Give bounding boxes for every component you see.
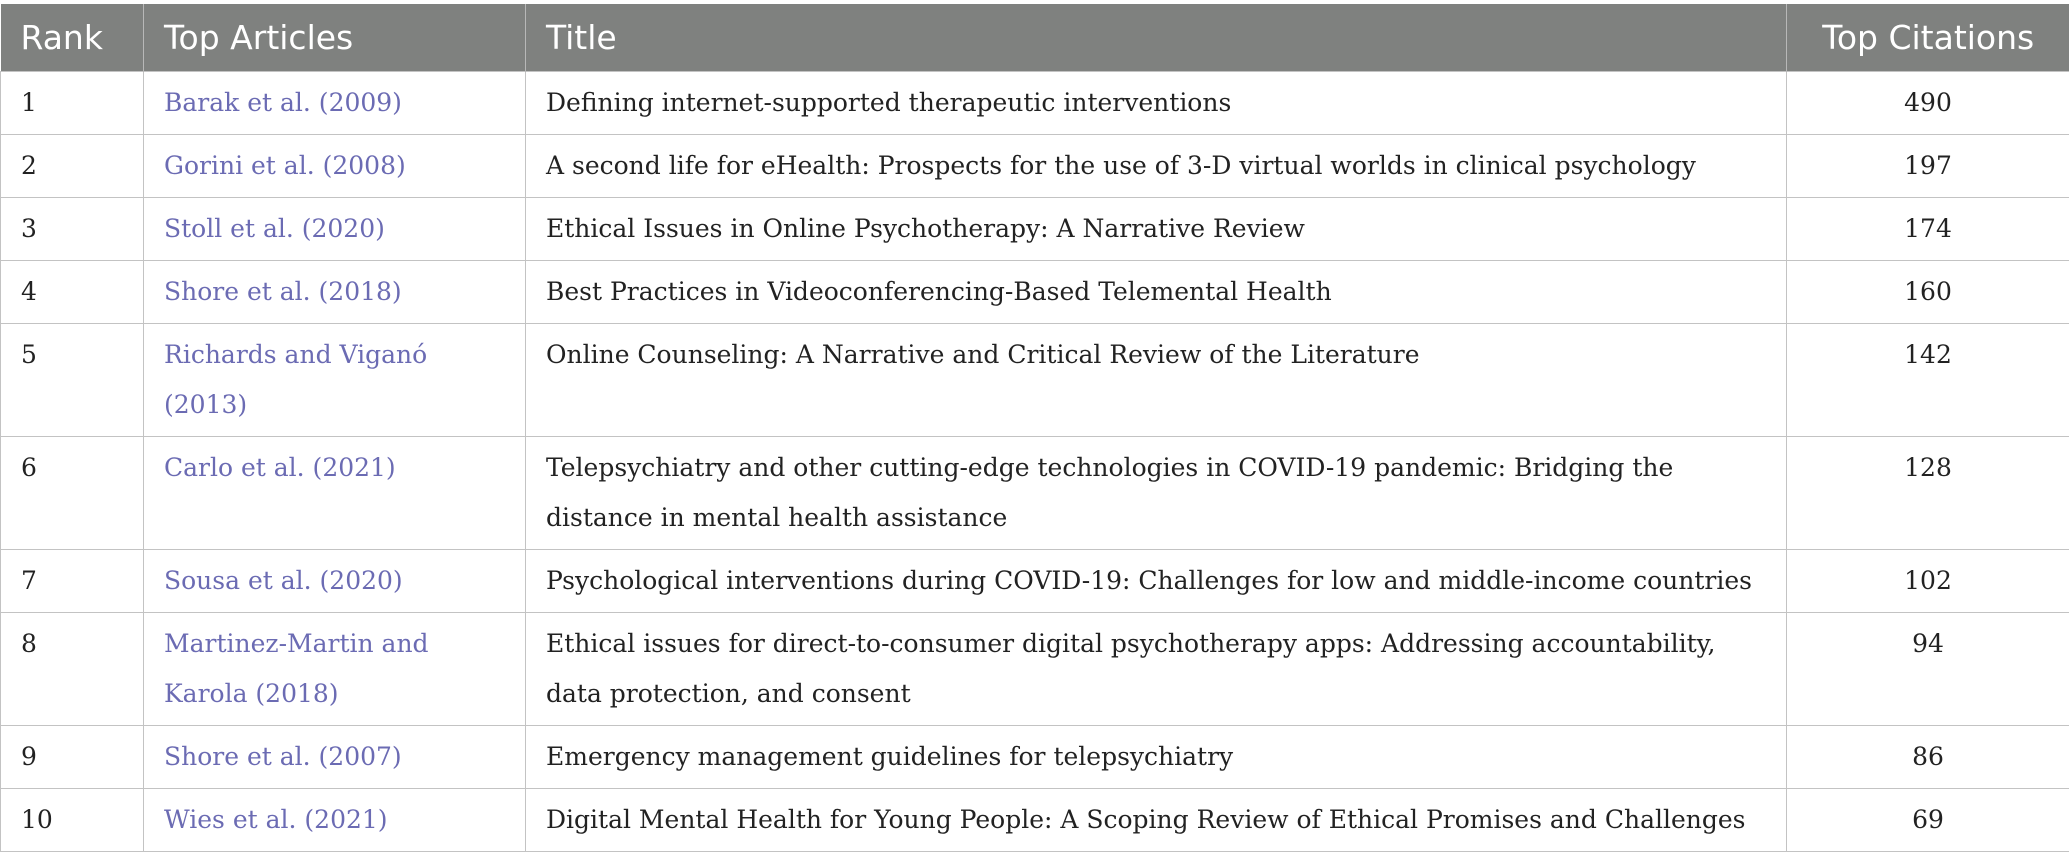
citations-cell: 160 xyxy=(1787,260,2069,323)
title-cell: Telepsychiatry and other cutting-edge technologies in COVID-19 pandemic: Bridging the distance in mental health assistance xyxy=(526,436,1787,549)
article-link[interactable]: Wies et al. (2021) xyxy=(144,788,526,851)
citations-cell: 86 xyxy=(1787,725,2069,788)
rank-cell: 8 xyxy=(1,612,144,725)
citations-cell: 197 xyxy=(1787,134,2069,197)
rank-cell: 9 xyxy=(1,725,144,788)
header-rank: Rank xyxy=(1,4,144,71)
article-link[interactable]: Shore et al. (2007) xyxy=(144,725,526,788)
table-row xyxy=(1,134,2069,197)
top-articles-table xyxy=(0,4,2069,852)
title-cell: Ethical issues for direct-to-consumer digital psychotherapy apps: Addressing accountability, data protection, and consent xyxy=(526,612,1787,725)
article-link[interactable]: Sousa et al. (2020) xyxy=(144,549,526,612)
title-cell: Digital Mental Health for Young People: A Scoping Review of Ethical Promises and Challenges xyxy=(526,788,1787,851)
citations-cell: 142 xyxy=(1787,323,2069,436)
rank-cell: 3 xyxy=(1,197,144,260)
article-link[interactable]: Shore et al. (2018) xyxy=(144,260,526,323)
table-row xyxy=(1,197,2069,260)
article-link[interactable]: Gorini et al. (2008) xyxy=(144,134,526,197)
table-row xyxy=(1,788,2069,851)
article-link[interactable]: Barak et al. (2009) xyxy=(144,71,526,134)
citations-cell: 69 xyxy=(1787,788,2069,851)
articles-table-container xyxy=(0,4,2069,852)
title-cell: Emergency management guidelines for telepsychiatry xyxy=(526,725,1787,788)
header-top-citations: Top Citations xyxy=(1787,4,2069,71)
table-row xyxy=(1,260,2069,323)
rank-cell: 4 xyxy=(1,260,144,323)
rank-cell: 7 xyxy=(1,549,144,612)
citations-cell: 490 xyxy=(1787,71,2069,134)
title-cell: A second life for eHealth: Prospects for the use of 3-D virtual worlds in clinical psychology xyxy=(526,134,1787,197)
table-row xyxy=(1,71,2069,134)
table-row xyxy=(1,549,2069,612)
title-cell: Online Counseling: A Narrative and Critical Review of the Literature xyxy=(526,323,1787,436)
header-row xyxy=(1,4,2069,71)
table-row xyxy=(1,612,2069,725)
article-link[interactable]: Stoll et al. (2020) xyxy=(144,197,526,260)
article-link[interactable]: Martinez-Martin and Karola (2018) xyxy=(144,612,526,725)
header-title: Title xyxy=(526,4,1787,71)
citations-cell: 94 xyxy=(1787,612,2069,725)
citations-cell: 102 xyxy=(1787,549,2069,612)
title-cell: Psychological interventions during COVID-19: Challenges for low and middle-income countries xyxy=(526,549,1787,612)
header-top-articles: Top Articles xyxy=(144,4,526,71)
article-link[interactable]: Richards and Viganó (2013) xyxy=(144,323,526,436)
citations-cell: 128 xyxy=(1787,436,2069,549)
rank-cell: 5 xyxy=(1,323,144,436)
rank-cell: 6 xyxy=(1,436,144,549)
table-body xyxy=(1,71,2069,851)
title-cell: Ethical Issues in Online Psychotherapy: A Narrative Review xyxy=(526,197,1787,260)
rank-cell: 10 xyxy=(1,788,144,851)
title-cell: Defining internet-supported therapeutic interventions xyxy=(526,71,1787,134)
table-header xyxy=(1,4,2069,71)
citations-cell: 174 xyxy=(1787,197,2069,260)
rank-cell: 1 xyxy=(1,71,144,134)
rank-cell: 2 xyxy=(1,134,144,197)
title-cell: Best Practices in Videoconferencing-Based Telemental Health xyxy=(526,260,1787,323)
article-link[interactable]: Carlo et al. (2021) xyxy=(144,436,526,549)
table-row xyxy=(1,436,2069,549)
table-row xyxy=(1,323,2069,436)
table-row xyxy=(1,725,2069,788)
